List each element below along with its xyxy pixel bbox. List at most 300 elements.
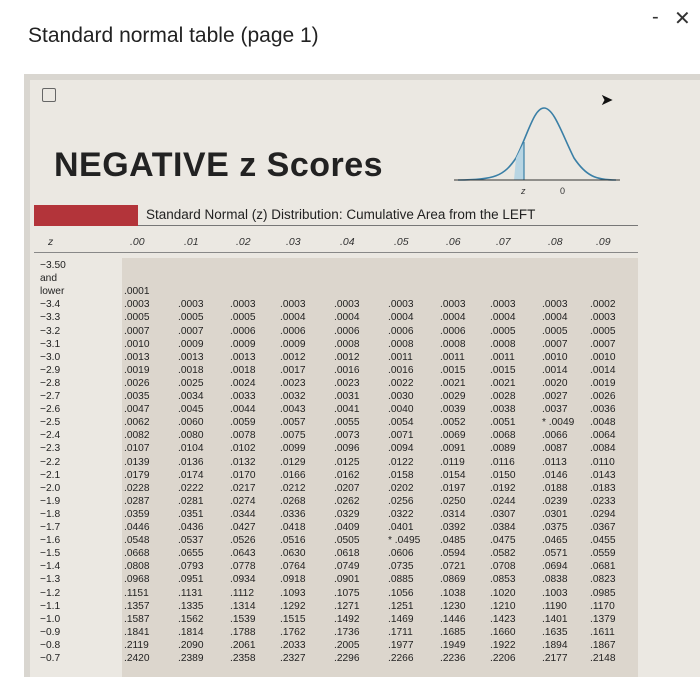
header-divider xyxy=(34,252,638,253)
table-cell: .0735 xyxy=(388,561,414,573)
table-cell: .0060 xyxy=(178,417,204,429)
table-cell: .0012 xyxy=(334,351,360,363)
table-cell: .1492 xyxy=(334,613,360,625)
table-cell: .2358 xyxy=(230,653,256,664)
table-cell: .0016 xyxy=(334,364,360,376)
table-cell: .0102 xyxy=(230,443,256,455)
table-cell: .0039 xyxy=(440,404,466,416)
z-value: −2.0 xyxy=(40,482,61,494)
table-cell: .2327 xyxy=(280,653,306,664)
table-cell: .0006 xyxy=(334,325,360,337)
table-cell: .1894 xyxy=(542,639,568,651)
table-cell: .0005 xyxy=(490,325,516,337)
table-cell: .0314 xyxy=(440,508,466,520)
table-cell: .0030 xyxy=(388,391,414,402)
table-cell: .0808 xyxy=(124,561,150,573)
table-cell: .0018 xyxy=(230,364,256,376)
table-body xyxy=(34,258,638,677)
table-cell: .0104 xyxy=(178,443,204,455)
table-cell: .1788 xyxy=(230,626,256,638)
table-cell: .2090 xyxy=(178,639,204,651)
table-cell: .0001 xyxy=(124,286,150,298)
column-header: .03 xyxy=(286,236,301,248)
table-cell: .0968 xyxy=(124,574,150,586)
table-cell: .0129 xyxy=(280,456,306,468)
table-cell: .0869 xyxy=(440,574,466,586)
table-cell: .0094 xyxy=(388,443,414,455)
table-cell: .1736 xyxy=(334,626,360,638)
z-value: −3.3 xyxy=(40,312,61,324)
table-cell: .0007 xyxy=(124,325,150,337)
table-cell: .1611 xyxy=(590,626,615,638)
table-cell: .0003 xyxy=(334,299,360,311)
table-cell: .0116 xyxy=(490,456,515,468)
z-value: −3.50 xyxy=(40,260,66,271)
table-cell: .1314 xyxy=(230,600,256,612)
table-cell: .0427 xyxy=(230,522,256,533)
z-value: −2.4 xyxy=(40,430,61,442)
table-cell: .0026 xyxy=(590,391,616,402)
table-cell: .0038 xyxy=(490,404,516,416)
table-cell: .0455 xyxy=(590,535,616,547)
z-value: −2.1 xyxy=(40,469,61,481)
z-value: −3.4 xyxy=(40,299,61,311)
table-cell: .0082 xyxy=(124,430,150,442)
table-cell: .0004 xyxy=(490,312,516,324)
table-cell: .0075 xyxy=(280,430,306,442)
table-cell: .0125 xyxy=(334,456,360,468)
table-cell: .1469 xyxy=(388,613,414,625)
table-cell: .0084 xyxy=(590,443,616,455)
table-cell: .0036 xyxy=(590,404,616,416)
table-cell: .0322 xyxy=(388,508,414,520)
table-cell: .0004 xyxy=(440,312,466,324)
table-cell: .0778 xyxy=(230,561,256,573)
table-cell: .0174 xyxy=(178,469,204,481)
table-cell: .0154 xyxy=(440,469,466,481)
table-cell: .0222 xyxy=(178,482,204,494)
table-cell: .0436 xyxy=(178,522,204,533)
z-value: −1.3 xyxy=(40,574,61,586)
minimize-button[interactable]: - xyxy=(652,6,659,28)
table-cell: .0239 xyxy=(542,495,568,507)
table-cell: .0029 xyxy=(440,391,466,402)
table-cell: .0110 xyxy=(590,456,615,468)
table-cell: .0301 xyxy=(542,508,568,520)
column-header: .05 xyxy=(394,236,409,248)
table-cell: .0694 xyxy=(542,561,568,573)
table-cell: .0287 xyxy=(124,495,150,507)
table-cell: .0091 xyxy=(440,443,466,455)
z-value: −2.2 xyxy=(40,456,61,468)
table-cell: .0006 xyxy=(280,325,306,337)
table-cell: .0096 xyxy=(334,443,360,455)
z-value: −1.4 xyxy=(40,561,61,573)
table-cell: .0022 xyxy=(388,377,414,389)
table-cell: .1357 xyxy=(124,600,150,612)
table-cell: .0008 xyxy=(388,338,414,350)
table-cell: .0571 xyxy=(542,548,568,560)
table-cell: .1562 xyxy=(178,613,204,625)
table-cell: .0006 xyxy=(388,325,414,337)
table-cell: .0351 xyxy=(178,508,204,520)
table-page xyxy=(30,80,700,677)
z-value: −1.6 xyxy=(40,535,61,547)
z-value: −1.8 xyxy=(40,508,61,520)
z-value: −1.5 xyxy=(40,548,61,560)
table-cell: .0055 xyxy=(334,417,360,429)
table-cell: .0010 xyxy=(542,351,568,363)
z-value: −3.0 xyxy=(40,351,61,363)
table-cell: .0052 xyxy=(440,417,466,429)
table-cell: .0024 xyxy=(230,377,256,389)
table-cell: .0012 xyxy=(280,351,306,363)
z-value: −1.7 xyxy=(40,522,61,533)
table-cell: .0080 xyxy=(178,430,204,442)
table-cell: .1230 xyxy=(440,600,466,612)
table-cell: .1056 xyxy=(388,587,414,599)
table-cell: .0294 xyxy=(590,508,616,520)
table-cell: .0475 xyxy=(490,535,516,547)
table-cell: .0183 xyxy=(590,482,616,494)
table-cell: .0485 xyxy=(440,535,466,547)
table-cell: .0764 xyxy=(280,561,306,573)
table-cell: .0014 xyxy=(542,364,568,376)
column-header: .08 xyxy=(548,236,563,248)
table-cell: .0003 xyxy=(490,299,516,311)
table-cell: .0262 xyxy=(334,495,360,507)
subheader-accent xyxy=(34,205,138,226)
table-cell: .0170 xyxy=(230,469,256,481)
table-cell: .0040 xyxy=(388,404,414,416)
normal-curve-icon xyxy=(454,102,620,198)
table-cell: .0035 xyxy=(124,391,150,402)
table-cell: .0026 xyxy=(124,377,150,389)
column-header: .06 xyxy=(446,236,461,248)
table-cell: .1922 xyxy=(490,639,516,651)
table-cell: .1685 xyxy=(440,626,466,638)
table-cell: .1814 xyxy=(178,626,204,638)
table-cell: .0002 xyxy=(590,299,616,311)
z-value: −1.2 xyxy=(40,587,61,599)
table-cell: .0020 xyxy=(542,377,568,389)
table-cell: .0594 xyxy=(440,548,466,560)
table-cell: .1587 xyxy=(124,613,150,625)
table-cell: .0853 xyxy=(490,574,516,586)
z-value: −3.1 xyxy=(40,338,61,350)
table-cell: .0465 xyxy=(542,535,568,547)
table-cell: .0028 xyxy=(490,391,516,402)
page-icon xyxy=(42,88,56,102)
table-cell: .2420 xyxy=(124,653,150,664)
table-cell: .2005 xyxy=(334,639,360,651)
table-cell: .0019 xyxy=(124,364,150,376)
table-cell: .0132 xyxy=(230,456,256,468)
table-cell: .0003 xyxy=(124,299,150,311)
table-cell: .1423 xyxy=(490,613,516,625)
column-header: .01 xyxy=(184,236,199,248)
table-cell: .0057 xyxy=(280,417,306,429)
table-cell: .1003 xyxy=(542,587,568,599)
table-cell: .0054 xyxy=(388,417,414,429)
table-cell: .0015 xyxy=(490,364,516,376)
table-cell: .0009 xyxy=(178,338,204,350)
table-cell: .0011 xyxy=(388,351,413,363)
table-cell: .0087 xyxy=(542,443,568,455)
table-cell: .0003 xyxy=(590,312,616,324)
table-cell: .2236 xyxy=(440,653,466,664)
table-cell: .0107 xyxy=(124,443,150,455)
table-cell: .0179 xyxy=(124,469,150,481)
table-cell: .0004 xyxy=(334,312,360,324)
table-cell: .0048 xyxy=(590,417,616,429)
table-cell: .2119 xyxy=(124,639,149,651)
table-cell: .0375 xyxy=(542,522,568,533)
table-cell: .0068 xyxy=(490,430,516,442)
table-cell: .0119 xyxy=(440,456,465,468)
table-cell: .0136 xyxy=(178,456,204,468)
table-cell: .0021 xyxy=(440,377,466,389)
table-cell: .0516 xyxy=(280,535,306,547)
table-cell: .0078 xyxy=(230,430,256,442)
table-cell: .0033 xyxy=(230,391,256,402)
column-header: .02 xyxy=(236,236,251,248)
table-cell: .0885 xyxy=(388,574,414,586)
table-cell: .0197 xyxy=(440,482,466,494)
table-cell: .2389 xyxy=(178,653,204,664)
table-cell: .0217 xyxy=(230,482,256,494)
window-title: Standard normal table (page 1) xyxy=(28,24,319,47)
table-cell: .0007 xyxy=(178,325,204,337)
z-value: −2.8 xyxy=(40,377,61,389)
table-cell: .0005 xyxy=(590,325,616,337)
table-cell: .0023 xyxy=(334,377,360,389)
table-cell: .1038 xyxy=(440,587,466,599)
table-cell: .0073 xyxy=(334,430,360,442)
table-cell: .0099 xyxy=(280,443,306,455)
table-cell: .0934 xyxy=(230,574,256,586)
column-header: .09 xyxy=(596,236,611,248)
table-cell: .0069 xyxy=(440,430,466,442)
table-cell: .0559 xyxy=(590,548,616,560)
table-cell: .1335 xyxy=(178,600,204,612)
table-cell: .0044 xyxy=(230,404,256,416)
table-cell: .0721 xyxy=(440,561,466,573)
table-cell: .0162 xyxy=(334,469,360,481)
table-cell: .0655 xyxy=(178,548,204,560)
table-cell: .0010 xyxy=(590,351,616,363)
table-cell: .2266 xyxy=(388,653,414,664)
table-cell: .0139 xyxy=(124,456,150,468)
table-cell: .1131 xyxy=(178,587,203,599)
table-cell: .0003 xyxy=(440,299,466,311)
table-cell: .0043 xyxy=(280,404,306,416)
table-cell: .0037 xyxy=(542,404,568,416)
z-value: −2.9 xyxy=(40,364,61,376)
table-cell: .0281 xyxy=(178,495,204,507)
table-cell: .0838 xyxy=(542,574,568,586)
table-cell: .0526 xyxy=(230,535,256,547)
table-cell: .0041 xyxy=(334,404,360,416)
table-cell: .1112 xyxy=(230,587,254,599)
z-value: −0.7 xyxy=(40,653,61,664)
table-cell: .0008 xyxy=(334,338,360,350)
table-cell: .0336 xyxy=(280,508,306,520)
curve-z-label: z xyxy=(521,186,526,196)
table-cell: .0011 xyxy=(490,351,515,363)
table-subheader: Standard Normal (z) Distribution: Cumulative Area from the LEFT xyxy=(138,205,638,226)
table-cell: .0009 xyxy=(230,338,256,350)
table-cell: .0418 xyxy=(280,522,306,533)
table-cell: .0013 xyxy=(230,351,256,363)
z-value: −2.7 xyxy=(40,391,61,402)
table-cell: .0207 xyxy=(334,482,360,494)
table-cell: .0066 xyxy=(542,430,568,442)
z-value: −0.8 xyxy=(40,639,61,651)
table-cell: .0017 xyxy=(280,364,306,376)
z-value: and xyxy=(40,273,57,285)
table-cell: .1251 xyxy=(388,600,414,612)
table-cell: .0344 xyxy=(230,508,256,520)
table-cell: .1867 xyxy=(590,639,616,651)
table-cell: .0023 xyxy=(280,377,306,389)
table-cell: .1151 xyxy=(124,587,149,599)
table-cell: .1711 xyxy=(388,626,413,638)
table-cell: .1762 xyxy=(280,626,306,638)
table-cell: .1379 xyxy=(590,613,616,625)
table-cell: .0749 xyxy=(334,561,360,573)
table-cell: .0329 xyxy=(334,508,360,520)
table-cell: .0150 xyxy=(490,469,516,481)
table-cell: .0013 xyxy=(178,351,204,363)
table-cell: .0582 xyxy=(490,548,516,560)
table-cell: .1190 xyxy=(542,600,567,612)
cursor-icon: ➤ xyxy=(600,92,614,109)
table-cell: .1635 xyxy=(542,626,568,638)
table-cell: .0537 xyxy=(178,535,204,547)
table-cell: .0505 xyxy=(334,535,360,547)
table-cell: .0034 xyxy=(178,391,204,402)
table-cell: .0019 xyxy=(590,377,616,389)
table-cell: .0003 xyxy=(542,299,568,311)
table-cell: .1271 xyxy=(334,600,360,612)
table-cell: .0985 xyxy=(590,587,616,599)
table-cell: .0618 xyxy=(334,548,360,560)
image-viewer xyxy=(24,74,700,677)
table-cell: .1020 xyxy=(490,587,516,599)
table-cell: .1093 xyxy=(280,587,306,599)
table-cell: .0010 xyxy=(124,338,150,350)
table-cell: .0005 xyxy=(542,325,568,337)
table-cell: .0409 xyxy=(334,522,360,533)
table-cell: .0059 xyxy=(230,417,256,429)
table-cell: .0003 xyxy=(280,299,306,311)
table-cell: .0307 xyxy=(490,508,516,520)
table-cell: .0256 xyxy=(388,495,414,507)
table-cell: .0004 xyxy=(280,312,306,324)
table-cell: .2206 xyxy=(490,653,516,664)
table-cell: .0047 xyxy=(124,404,150,416)
table-cell: .1539 xyxy=(230,613,256,625)
table-cell: .0823 xyxy=(590,574,616,586)
table-cell: .0166 xyxy=(280,469,306,481)
table-cell: .2177 xyxy=(542,653,568,664)
table-cell: .0014 xyxy=(590,364,616,376)
column-header-z: z xyxy=(48,236,54,248)
table-cell: .0793 xyxy=(178,561,204,573)
curve-zero-label: 0 xyxy=(560,186,566,196)
table-cell: .1660 xyxy=(490,626,516,638)
table-cell: .0188 xyxy=(542,482,568,494)
table-cell: .0005 xyxy=(178,312,204,324)
table-cell: .1949 xyxy=(440,639,466,651)
table-cell: .0268 xyxy=(280,495,306,507)
table-cell: .0367 xyxy=(590,522,616,533)
table-cell: .0250 xyxy=(440,495,466,507)
table-cell: .1446 xyxy=(440,613,466,625)
column-header: .04 xyxy=(340,236,355,248)
table-cell: .0158 xyxy=(388,469,414,481)
table-cell: .0274 xyxy=(230,495,256,507)
table-cell: .0212 xyxy=(280,482,306,494)
table-cell: .0032 xyxy=(280,391,306,402)
table-cell: .0004 xyxy=(388,312,414,324)
table-cell: .0113 xyxy=(542,456,567,468)
table-cell: .0009 xyxy=(280,338,306,350)
table-cell: .0122 xyxy=(388,456,414,468)
table-cell: .0062 xyxy=(124,417,150,429)
table-cell: .0031 xyxy=(334,391,360,402)
table-cell: .0005 xyxy=(124,312,150,324)
z-value: −3.2 xyxy=(40,325,61,337)
table-cell: .0018 xyxy=(178,364,204,376)
table-cell: .0003 xyxy=(178,299,204,311)
table-cell: .2061 xyxy=(230,639,256,651)
table-cell: .0918 xyxy=(280,574,306,586)
table-cell: .0951 xyxy=(178,574,204,586)
table-cell: .1170 xyxy=(590,600,615,612)
table-cell: .1841 xyxy=(124,626,150,638)
z-value: −2.6 xyxy=(40,404,61,416)
table-cell: .0004 xyxy=(542,312,568,324)
table-cell: .0013 xyxy=(124,351,150,363)
column-header: .07 xyxy=(496,236,511,248)
table-cell: .0006 xyxy=(230,325,256,337)
table-cell: .0007 xyxy=(542,338,568,350)
table-cell: .0005 xyxy=(230,312,256,324)
table-heading: NEGATIVE z Scores xyxy=(54,146,384,184)
table-cell: .0015 xyxy=(440,364,466,376)
table-cell: .1210 xyxy=(490,600,516,612)
table-cell: .0384 xyxy=(490,522,516,533)
table-cell: .0606 xyxy=(388,548,414,560)
table-cell: .0202 xyxy=(388,482,414,494)
table-cell: .1515 xyxy=(280,613,306,625)
table-cell: .0021 xyxy=(490,377,516,389)
table-cell: .0003 xyxy=(388,299,414,311)
table-cell: .0007 xyxy=(590,338,616,350)
table-cell: .0045 xyxy=(178,404,204,416)
table-cell: .0011 xyxy=(440,351,465,363)
close-button[interactable]: ✕ xyxy=(674,8,691,30)
table-cell: .0192 xyxy=(490,482,516,494)
table-cell: .0089 xyxy=(490,443,516,455)
table-cell: .0025 xyxy=(178,377,204,389)
z-value: lower xyxy=(40,286,65,298)
z-value: −2.3 xyxy=(40,443,61,455)
table-cell: .1292 xyxy=(280,600,306,612)
table-cell: .0643 xyxy=(230,548,256,560)
